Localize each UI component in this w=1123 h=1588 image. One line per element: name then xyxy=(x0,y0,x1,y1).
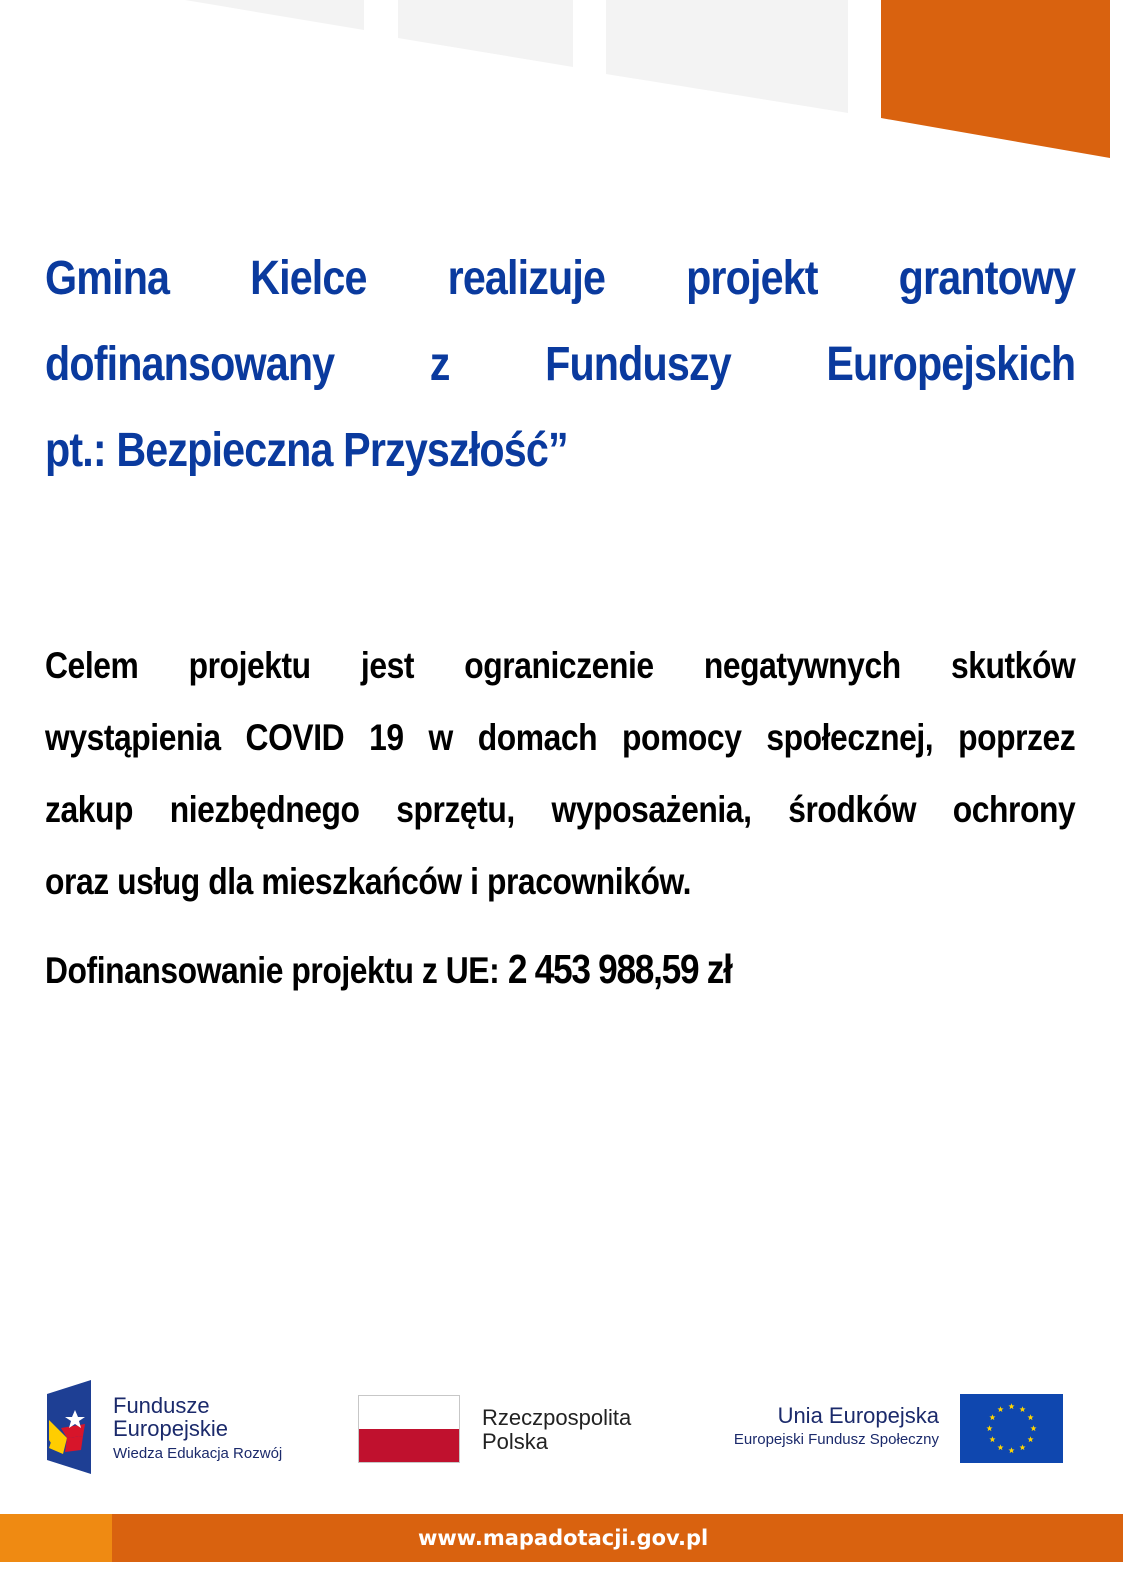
funding-label: Dofinansowanie projektu z UE: xyxy=(45,950,500,991)
eu-flag-icon xyxy=(960,1394,1063,1463)
footer-url-link[interactable]: www.mapadotacji.gov.pl xyxy=(418,1526,709,1550)
header-orange-shape xyxy=(881,0,1110,158)
flag-white-stripe xyxy=(359,1396,459,1429)
fe-line-3: Wiedza Edukacja Rozwój xyxy=(113,1445,283,1462)
fundusze-europejskie-text xyxy=(113,1394,282,1466)
rp-line-1: Rzeczpospolita xyxy=(482,1405,632,1430)
ue-line-2: Europejski Fundusz Społeczny xyxy=(733,1431,939,1448)
project-description xyxy=(45,630,1075,918)
fundusze-europejskie-icon xyxy=(45,1380,105,1474)
unia-europejska-text xyxy=(734,1403,939,1451)
footer-accent-band xyxy=(0,1514,112,1562)
header-gray-shape-1 xyxy=(185,0,364,30)
rp-line-2: Polska xyxy=(482,1429,549,1454)
footer-bar xyxy=(0,1514,1123,1562)
title-line-3: pt.: Bezpieczna Przyszłość” xyxy=(45,424,568,477)
header-gray-shape-2 xyxy=(398,0,573,67)
title-line-2: dofinansowany z Funduszy Europejskich xyxy=(45,338,1076,391)
polish-flag-icon xyxy=(358,1395,460,1463)
funding-statement xyxy=(45,944,732,996)
fe-line-2: Europejskie xyxy=(113,1416,228,1441)
funding-amount: 2 453 988,59 zł xyxy=(507,946,732,992)
decorative-header-shapes xyxy=(0,0,1123,170)
fe-line-1: Fundusze xyxy=(113,1393,210,1418)
logo-bar xyxy=(0,1375,1123,1485)
flag-red-stripe xyxy=(359,1429,459,1462)
header-gray-shape-3 xyxy=(606,0,848,113)
ue-line-1: Unia Europejska xyxy=(777,1403,939,1428)
description-line-1: Celem projektu jest ograniczenie negatywnych skutków xyxy=(45,645,1076,686)
description-line-2: wystąpienia COVID 19 w domach pomocy społecznej, poprzez xyxy=(45,717,1076,758)
description-line-3: zakup niezbędnego sprzętu, wyposażenia, środków ochrony xyxy=(45,789,1076,830)
description-line-4: oraz usług dla mieszkańców i pracowników. xyxy=(45,861,692,902)
rzeczpospolita-polska-text xyxy=(482,1406,631,1454)
title-line-1: Gmina Kielce realizuje projekt grantowy xyxy=(45,252,1076,305)
project-title xyxy=(45,236,1075,494)
